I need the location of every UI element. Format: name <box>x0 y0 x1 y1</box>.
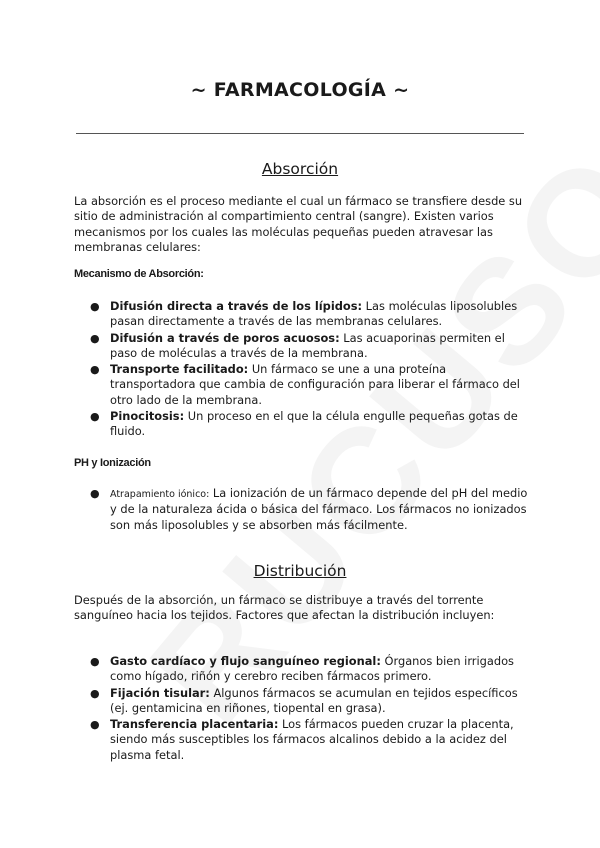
list-item: ● Fijación tisular: Algunos fármacos se acumulan en tejidos específicos (ej. gentamicina en riñones, tiopental en grasa). <box>90 685 518 715</box>
list-item: ● Pinocitosis: Un proceso en el que la célula engulle pequeñas gotas de fluido. <box>90 409 518 439</box>
list-item: ● Gasto cardíaco y flujo sanguíneo regional: Órganos bien irrigados como hígado, riñón y cerebro reciben fármacos primero. <box>90 654 514 684</box>
bullet-icon: ● <box>90 718 100 732</box>
bullet-icon: ● <box>90 655 100 668</box>
bullet-icon: ● <box>90 686 100 700</box>
list-item: ● Transferencia placentaria: Los fármacos pueden cruzar la placenta, siendo más susceptibles los fármacos alcalinos debido a la acidez del plasma fetal. <box>90 717 514 762</box>
distribucion-intro: Después de la absorción, un fármaco se distribuye a través del torrente sanguíneo hacia los tejidos. Factores que afectan la distribución incluyen: <box>74 593 495 623</box>
ph-subheading: PH y Ionización <box>74 457 151 469</box>
absorcion-intro: La absorción es el proceso mediante el cual un fármaco se transfiere desde su sitio de administración al compartimiento central (sangre). Existen varios mecanismos por los cuales las moléculas pequeñas pueden atravesar las membranas celulares: <box>74 194 523 254</box>
factors-list <box>74 654 529 764</box>
bullet-icon: ● <box>90 363 100 377</box>
title-divider <box>76 133 524 134</box>
ph-list <box>74 486 529 534</box>
list-item: ● Difusión a través de poros acuosos: Las acuaporinas permiten el paso de moléculas a través de la membrana. <box>90 330 505 360</box>
bullet-icon: ● <box>90 300 100 313</box>
bullet-icon: ● <box>90 487 100 500</box>
list-item: ● Difusión directa a través de los lípidos: Las moléculas liposolubles pasan directamente a través de las membranas celulares. <box>90 299 518 329</box>
list-item: ● Atrapamiento iónico: La ionización de un fármaco depende del pH del medio y de la naturaleza ácida o básica del fármaco. Los fármacos no ionizados son más liposolubles y se absorben más fácilmente. <box>90 486 528 532</box>
section-heading-absorcion: Absorción <box>261 160 339 178</box>
bullet-icon: ● <box>90 331 100 345</box>
bullet-icon: ● <box>90 410 100 424</box>
mechanisms-subheading: Mecanismo de Absorción: <box>74 268 204 280</box>
page-title: ~ FARMACOLOGÍA ~ <box>190 79 410 101</box>
mechanisms-list <box>74 299 529 441</box>
section-heading-distribucion: Distribución <box>253 562 347 580</box>
list-item: ● Transporte facilitado: Un fármaco se une a una proteína transportadora que cambia de configuración para liberar el fármaco del otro lado de la membrana. <box>90 362 520 407</box>
